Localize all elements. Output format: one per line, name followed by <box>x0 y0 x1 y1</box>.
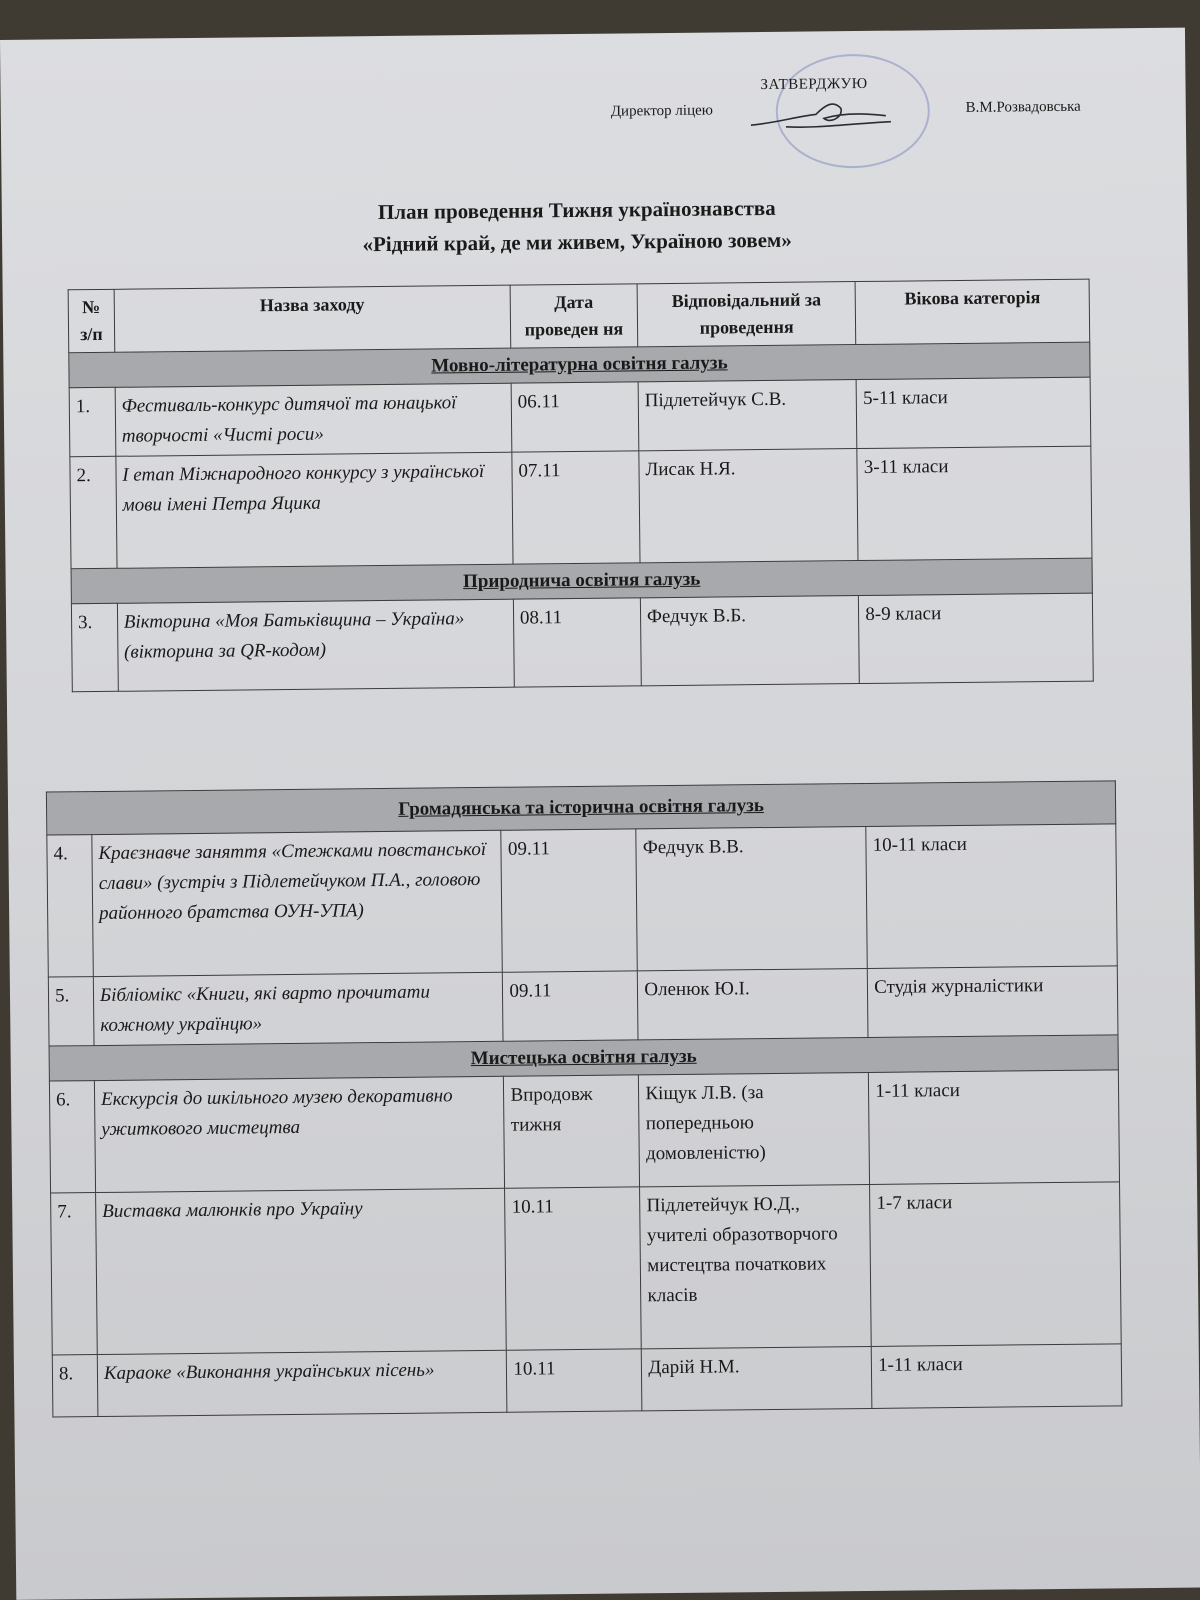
row-date: Впродовж тижня <box>504 1075 640 1188</box>
row-date: 10.11 <box>507 1349 643 1412</box>
row-num: 7. <box>51 1193 98 1355</box>
title-line-2: «Рідний край, де ми живем, Україною зовем» <box>362 227 792 257</box>
row-responsible: Оленюк Ю.І. <box>638 968 869 1039</box>
row-num: 2. <box>70 456 117 568</box>
director-label: Директор ліцею <box>610 102 714 120</box>
signature <box>746 94 896 136</box>
table-row <box>70 446 1092 569</box>
events-table-part-1 <box>68 279 1094 693</box>
row-responsible: Федчук В.В. <box>636 826 867 970</box>
row-num: 1. <box>69 387 115 456</box>
row-event-name: Бібліомікс «Книги, які варто прочитати кожному українцю» <box>93 972 503 1045</box>
section-title: Мовно-літературна освітня галузь <box>69 342 1090 388</box>
section-title: Мистецька освітня галузь <box>49 1035 1118 1081</box>
header-num: № з/п <box>68 289 114 352</box>
table-row <box>49 1070 1119 1193</box>
section-title: Громадянська та історична освітня галузь <box>46 781 1115 835</box>
row-responsible: Підлетейчук С.В. <box>638 380 857 451</box>
row-responsible: Дарій Н.М. <box>642 1346 872 1410</box>
row-event-name: Екскурсія до шкільного музею декоративно ужиткового мистецтва <box>94 1076 505 1192</box>
page-title <box>2 188 1153 264</box>
row-num: 6. <box>49 1081 95 1193</box>
row-age: 1-11 класи <box>869 1070 1120 1185</box>
row-responsible: Федчук В.Б. <box>640 596 859 686</box>
row-age: 8-9 класи <box>859 593 1094 683</box>
row-responsible: Кіщук Л.В. (за попередньою домовленістю) <box>639 1072 870 1186</box>
title-line-1: План проведення Тижня українознавства <box>377 195 776 225</box>
row-num: 3. <box>71 603 118 691</box>
row-responsible: Лисак Н.Я. <box>639 449 859 563</box>
events-table-part-2 <box>46 780 1122 1417</box>
row-date: 09.11 <box>503 971 639 1041</box>
table-header-row <box>68 279 1090 353</box>
approve-label: ЗАТВЕРДЖУЮ <box>760 75 868 94</box>
signer-name: В.М.Розвадовська <box>965 98 1081 116</box>
section-title: Природнича освітня галузь <box>71 558 1092 604</box>
header-age: Вікова категорія <box>855 279 1089 344</box>
row-age: 1-7 класи <box>870 1182 1121 1347</box>
row-num: 4. <box>47 835 93 977</box>
row-age: 5-11 класи <box>856 377 1090 448</box>
row-num: 8. <box>52 1355 98 1417</box>
row-event-name: Вікторина «Моя Батьківщина – Україна» (вікторина за QR-кодом) <box>117 599 514 691</box>
row-date: 06.11 <box>511 382 639 452</box>
row-age: Студія журналістики <box>867 966 1118 1038</box>
table-row <box>47 824 1117 977</box>
row-num: 5. <box>48 977 94 1046</box>
row-event-name: І етап Міжнародного конкурсу з української мови імені Петра Яцика <box>116 452 513 568</box>
table-row <box>48 966 1118 1046</box>
row-event-name: Виставка малюнків про Україну <box>96 1188 507 1354</box>
header-name: Назва заходу <box>114 285 511 352</box>
row-age: 1-11 класи <box>871 1344 1121 1409</box>
header-responsible: Відповідальний за проведення <box>637 282 856 347</box>
row-date: 09.11 <box>501 829 637 972</box>
row-date: 08.11 <box>513 598 641 687</box>
row-age: 10-11 класи <box>866 824 1117 969</box>
row-date: 07.11 <box>512 451 640 564</box>
row-responsible: Підлетейчук Ю.Д., учителі образотворчого мистецтва початкових класів <box>640 1184 872 1348</box>
row-event-name: Краєзнавче заняття «Стежками повстанської слави» (зустріч з Підлетейчуком П.А., головою районного братства ОУН-УПА) <box>92 830 503 976</box>
row-date: 10.11 <box>505 1187 642 1350</box>
header-date: Дата проведен ня <box>510 284 638 348</box>
table-row <box>51 1182 1122 1355</box>
row-age: 3-11 класи <box>857 446 1092 560</box>
row-event-name: Фестиваль-конкурс дитячої та юнацької творчості «Чисті роси» <box>115 383 512 456</box>
row-event-name: Караоке «Виконання українських пісень» <box>97 1350 507 1416</box>
document-page <box>0 28 1200 1600</box>
table-row <box>71 593 1093 692</box>
table-row <box>69 377 1091 457</box>
table-row <box>52 1344 1122 1417</box>
approval-block <box>610 74 1081 149</box>
